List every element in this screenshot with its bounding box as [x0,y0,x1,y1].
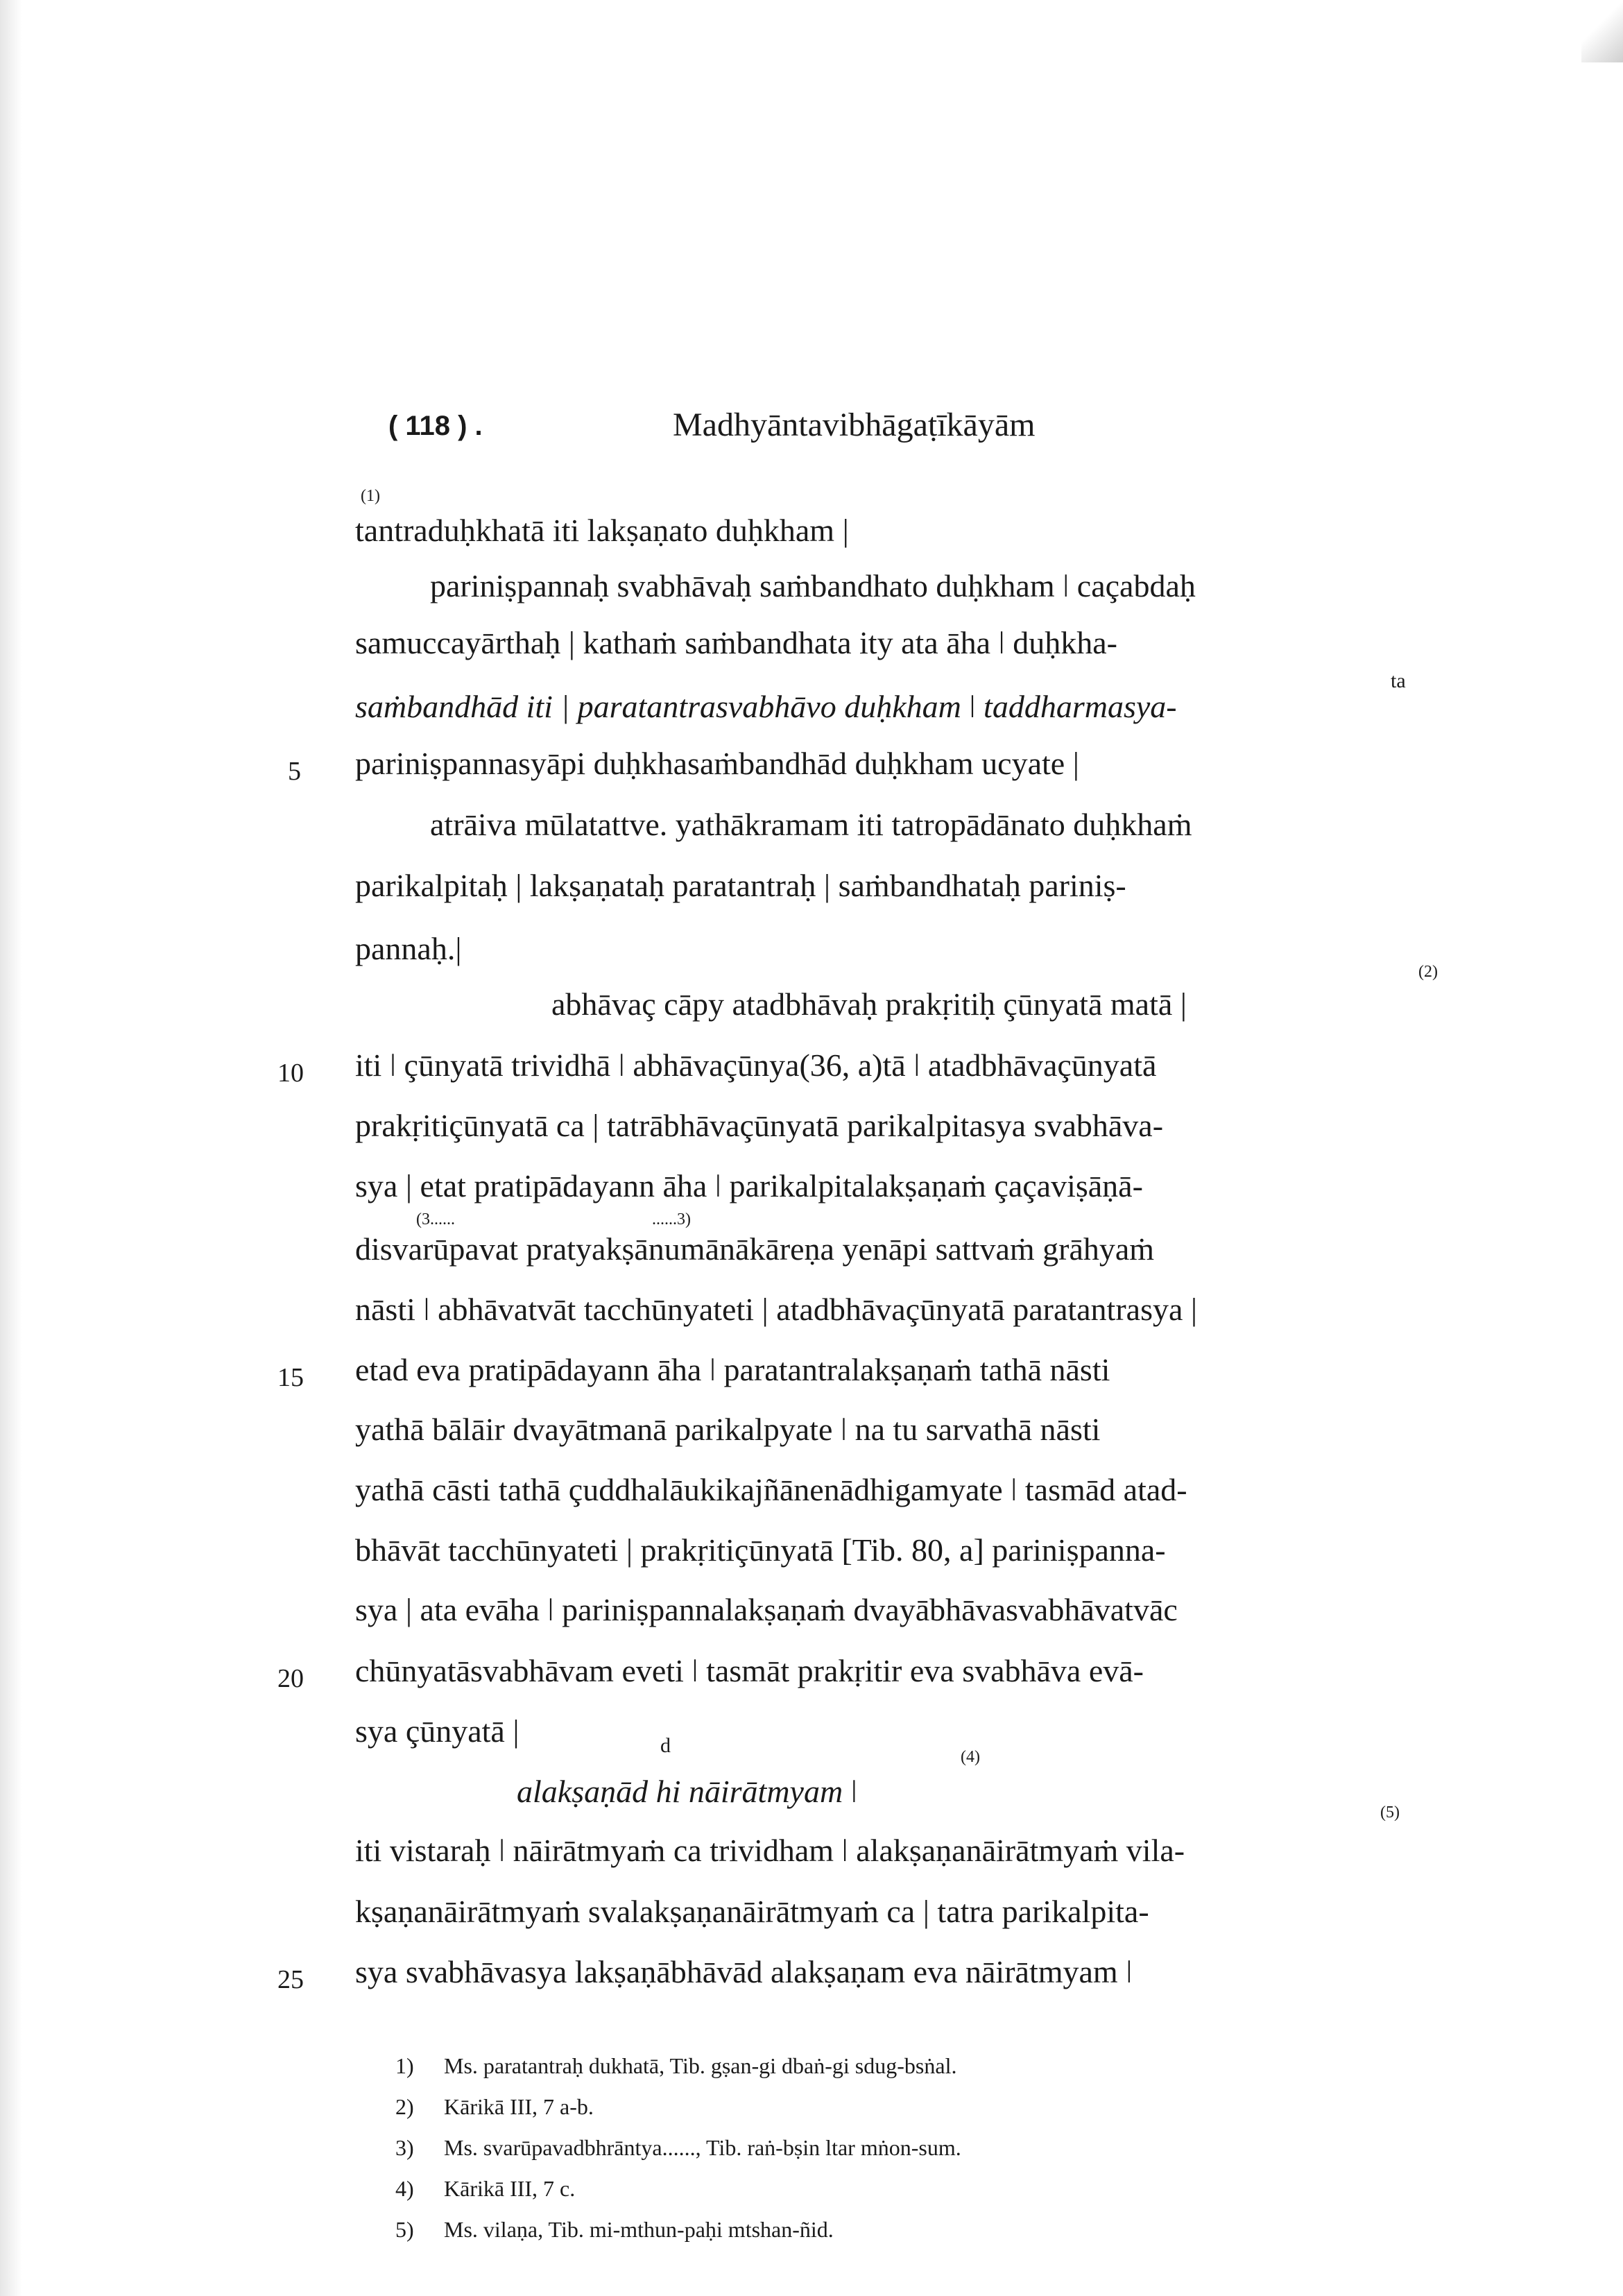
text-line: iti ǀ çūnyatā trividhā ǀ abhāvaçūnya(36, a)tā ǀ atadbhāvaçūnyatā [355,1047,1157,1083]
text-line: iti vistaraḥ ǀ nāirātmyaṁ ca trividham ǀ alakṣaṇanāirātmyaṁ vila- [355,1833,1185,1868]
page-header [388,406,1036,443]
text-line: saṁbandhād iti | paratantrasvabhāvo duḥkham ǀ taddharmasya- [355,689,1177,724]
footnote-number: 4) [395,2176,414,2201]
text-line: kṣaṇanāirātmyaṁ svalakṣaṇanāirātmyaṁ ca | tatra parikalpita- [355,1894,1149,1929]
text-line: atrāiva mūlatattve. yathākramam iti tatropādānato duḥkhaṁ [430,807,1192,842]
footnote-number: 3) [395,2135,414,2160]
footnote-text: Kārikā III, 7 c. [444,2176,576,2201]
note-marker-3-start: (3...... [416,1210,455,1228]
note-marker-5: (5) [1380,1804,1400,1822]
page-corner-shadow [1581,0,1623,62]
footnote [395,2136,961,2159]
note-marker-4: (4) [961,1748,980,1766]
text-line: bhāvāt tacchūnyateti | prakṛitiçūnyatā [Tib. 80, a] pariniṣpanna- [355,1532,1166,1568]
footnote [395,2096,594,2118]
footnote-text: Ms. svarūpavadbhrāntya......, Tib. raṅ-bṣin ltar mṅon-sum. [444,2135,961,2160]
footnote-text: Ms. paratantraḥ dukhatā, Tib. gṣan-gi dbaṅ-gi sdug-bsṅal. [444,2053,957,2078]
text-line: sya çūnyatā | [355,1713,519,1749]
text-line: pannaḥ.| [355,931,462,966]
line-number: 5 [288,757,301,786]
handwritten-correction: ta [1391,669,1406,692]
line-number: 15 [277,1363,304,1392]
text-line: sya | etat pratipādayann āha ǀ parikalpitalakṣaṇaṁ çaçaviṣāṇā- [355,1168,1143,1203]
text-line: chūnyatāsvabhāvam eveti ǀ tasmāt prakṛitir eva svabhāva evā- [355,1653,1144,1688]
line-number: 20 [277,1664,304,1693]
note-marker-1: (1) [361,487,380,505]
note-marker-3-end: ......3) [652,1210,691,1228]
footnote-number: 2) [395,2094,414,2119]
text-line: sya | ata evāha ǀ pariniṣpannalakṣaṇaṁ dvayābhāvasvabhāvatvāc [355,1592,1178,1627]
running-title: Madhyāntavibhāgaṭīkāyām [673,406,1036,443]
scan-edge-shadow [0,0,22,2296]
text-line: nāsti ǀ abhāvatvāt tacchūnyateti | atadbhāvaçūnyatā paratantrasya | [355,1292,1198,1327]
footnote-number: 5) [395,2217,414,2242]
text-line: yathā cāsti tathā çuddhalāukikajñānenādhigamyate ǀ tasmād atad- [355,1472,1187,1507]
footnote [395,2177,575,2200]
footnote-text: Kārikā III, 7 a-b. [444,2094,594,2119]
note-marker-2: (2) [1418,963,1438,981]
text-line: disvarūpavat pratyakṣānumānākāreṇa yenāpi sattvaṁ grāhyaṁ [355,1231,1155,1267]
footnote-number: 1) [395,2053,414,2078]
verse-line: alakṣaṇād hi nāirātmyam ǀ [517,1774,857,1809]
line-number: 25 [277,1965,304,1994]
text-line: etad eva pratipādayann āha ǀ paratantralakṣaṇaṁ tathā nāsti [355,1352,1110,1387]
text-line: yathā bālāir dvayātmanā parikalpyate ǀ na tu sarvathā nāsti [355,1412,1101,1447]
line-number: 10 [277,1059,304,1088]
text-line: pariniṣpannasyāpi duḥkhasaṁbandhād duḥkham ucyate | [355,746,1079,781]
text-line: tantraduḥkhatā iti lakṣaṇato duḥkham | [355,513,849,548]
text-line: prakṛitiçūnyatā ca | tatrābhāvaçūnyatā parikalpitasya svabhāva- [355,1108,1164,1143]
footnote [395,2218,834,2241]
footnote [395,2055,956,2077]
text-line: sya svabhāvasya lakṣaṇābhāvād alakṣaṇam eva nāirātmyam ǀ [355,1954,1133,1989]
text-line: pariniṣpannaḥ svabhāvaḥ saṁbandhato duḥkham ǀ caçabdaḥ [430,568,1196,603]
text-line: samuccayārthaḥ | kathaṁ saṁbandhata ity ata āha ǀ duḥkha- [355,625,1117,660]
page-number: ( 118 ) . [388,411,483,441]
verse-line: abhāvaç cāpy atadbhāvaḥ prakṛitiḥ çūnyatā matā | [551,986,1187,1022]
handwritten-insertion: d [660,1734,671,1757]
footnote-text: Ms. vilaṇa, Tib. mi-mthun-paḥi mtshan-ñid. [444,2217,834,2242]
text-line: parikalpitaḥ | lakṣaṇataḥ paratantraḥ | saṁbandhataḥ pariniṣ- [355,868,1126,903]
